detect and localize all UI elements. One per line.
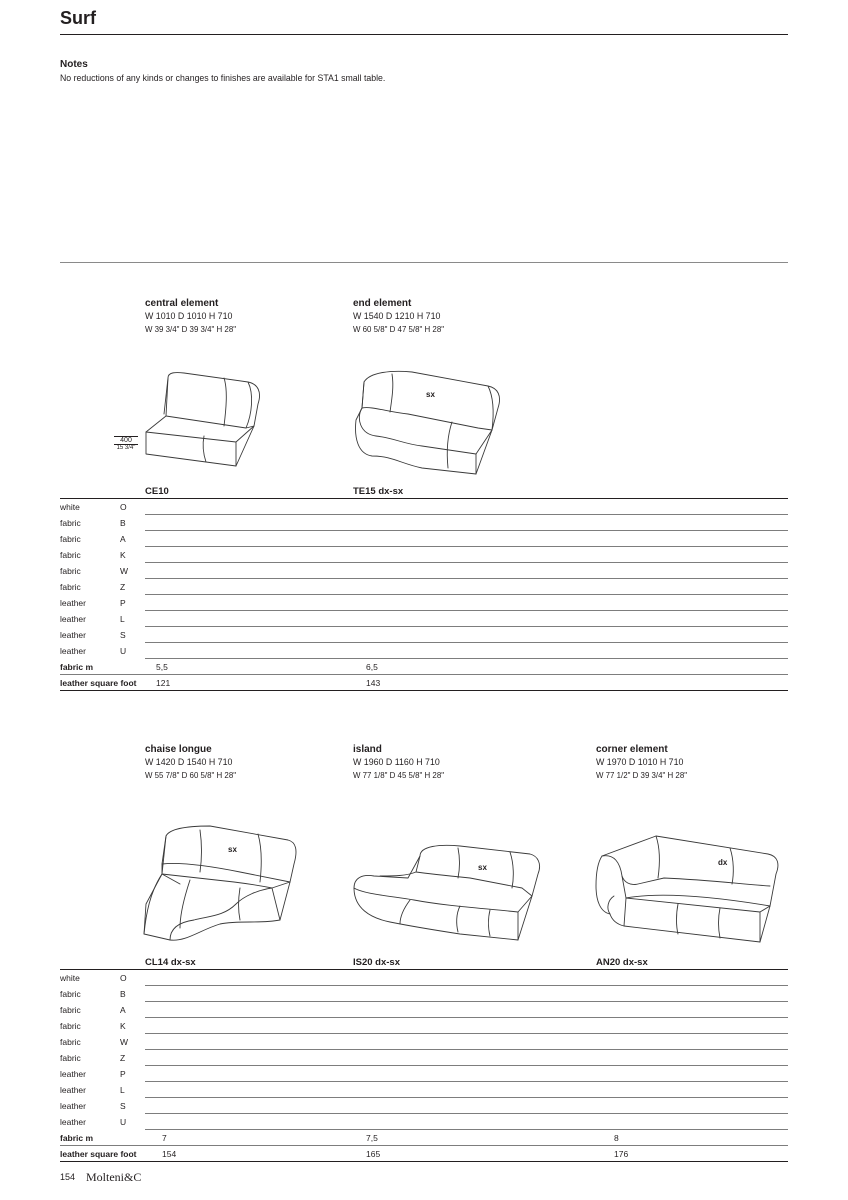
product-code: AN20 dx-sx [596,957,648,968]
orientation-tag: sx [478,863,487,872]
orientation-tag: sx [426,390,435,399]
product-chaise-longue [145,743,243,782]
product-dimensions-inches: W 60 5/8" D 47 5/8" H 28" [353,324,445,334]
table-row [60,595,788,611]
material-category: P [120,598,126,608]
table-row [60,1050,788,1066]
material-name: leather [60,1085,86,1095]
material-name: fabric [60,1037,81,1047]
table-row-fabric [60,1130,788,1146]
material-name: fabric [60,582,81,592]
orientation-tag: dx [718,858,728,867]
material-name: leather [60,614,86,624]
table-row [60,563,788,579]
seat-height-mm: 400 [114,436,138,444]
table-row-leather [60,675,788,691]
product-dimensions: W 1010 D 1010 H 710 [145,311,233,322]
material-name: leather [60,1117,86,1127]
material-category: U [120,1117,127,1127]
material-category: W [120,566,129,576]
end-element-drawing [352,368,512,483]
material-category: Z [120,1053,126,1063]
table-row [60,611,788,627]
summary-value: 165 [366,1149,381,1159]
summary-value: 7,5 [366,1133,378,1143]
product-dimensions-inches: W 77 1/2" D 39 3/4" H 28" [596,770,688,780]
material-name: leather [60,630,86,640]
table-row [60,1034,788,1050]
material-name: white [60,973,80,983]
table-row [60,1082,788,1098]
material-name: fabric [60,1021,81,1031]
material-category: Z [120,582,126,592]
central-element-drawing [140,370,270,480]
summary-value: 7 [162,1133,167,1143]
summary-value: 121 [156,678,171,688]
table-row [60,643,788,659]
table-row-leather [60,1146,788,1162]
summary-value: 8 [614,1133,619,1143]
brand-logo: Molteni&C [86,1170,142,1184]
product-name: end element [353,298,412,309]
page-number: 154 [60,1172,76,1182]
product-dimensions-inches: W 77 1/8" D 45 5/8" H 28" [353,770,445,780]
summary-value: 143 [366,678,381,688]
table-row [60,1066,788,1082]
section-divider [60,262,788,263]
product-code: CE10 [145,486,169,497]
material-category: P [120,1069,126,1079]
material-category: B [120,518,126,528]
product-end-element [353,297,451,336]
material-name: fabric [60,550,81,560]
table-row [60,1002,788,1018]
table-row [60,627,788,643]
product-name: island [353,744,382,755]
material-category: O [120,973,127,983]
island-drawing [350,842,545,947]
material-category: K [120,550,126,560]
orientation-tag: sx [228,845,237,854]
material-name: leather [60,1069,86,1079]
summary-label: fabric m [60,662,94,672]
product-name: chaise longue [145,744,212,755]
material-name: white [60,502,80,512]
material-category: S [120,630,126,640]
material-category: W [120,1037,129,1047]
corner-element-drawing [590,834,785,949]
table-row [60,515,788,531]
product-code: IS20 dx-sx [353,957,400,968]
material-name: leather [60,646,86,656]
material-category: B [120,989,126,999]
material-category: S [120,1101,126,1111]
material-category: A [120,534,126,544]
table-row [60,1114,788,1130]
material-category: O [120,502,127,512]
product-dimensions: W 1420 D 1540 H 710 [145,757,233,768]
product-dimensions: W 1970 D 1010 H 710 [596,757,684,768]
product-island [353,743,451,782]
notes-heading: Notes [60,59,88,70]
table-row [60,1098,788,1114]
table-row [60,1018,788,1034]
table-row [60,531,788,547]
table-row [60,547,788,563]
product-name: central element [145,298,219,309]
seat-height-label [114,436,138,451]
summary-value: 154 [162,1149,177,1159]
summary-value: 5,5 [156,662,168,672]
summary-label: leather square foot [60,1149,137,1159]
product-dimensions: W 1540 D 1210 H 710 [353,311,441,322]
material-name: fabric [60,534,81,544]
title-divider [60,34,788,35]
chaise-longue-drawing [140,824,305,949]
table-row [60,970,788,986]
material-name: fabric [60,1053,81,1063]
product-code: CL14 dx-sx [145,957,196,968]
material-category: U [120,646,127,656]
material-category: L [120,614,125,624]
product-name: corner element [596,744,668,755]
summary-value: 6,5 [366,662,378,672]
material-name: fabric [60,1005,81,1015]
table-row [60,579,788,595]
row-rule [60,1161,788,1162]
product-dimensions: W 1960 D 1160 H 710 [353,757,440,768]
summary-value: 176 [614,1149,629,1159]
material-name: fabric [60,566,81,576]
summary-label: leather square foot [60,678,137,688]
material-name: leather [60,598,86,608]
product-code: TE15 dx-sx [353,486,404,497]
table-row [60,499,788,515]
notes-text: No reductions of any kinds or changes to finishes are available for STA1 small table. [60,73,386,84]
material-name: fabric [60,518,81,528]
row-rule [60,690,788,691]
material-name: leather [60,1101,86,1111]
product-central-element [145,297,243,336]
product-dimensions-inches: W 55 7/8" D 60 5/8" H 28" [145,770,237,780]
material-category: L [120,1085,125,1095]
summary-label: fabric m [60,1133,94,1143]
product-dimensions-inches: W 39 3/4" D 39 3/4" H 28" [145,324,237,334]
page-title: Surf [60,8,96,28]
material-category: A [120,1005,126,1015]
product-corner-element [596,743,694,782]
table-row [60,986,788,1002]
seat-height-in: 15 3/4" [114,444,138,451]
material-name: fabric [60,989,81,999]
material-category: K [120,1021,126,1031]
table-row-fabric [60,659,788,675]
